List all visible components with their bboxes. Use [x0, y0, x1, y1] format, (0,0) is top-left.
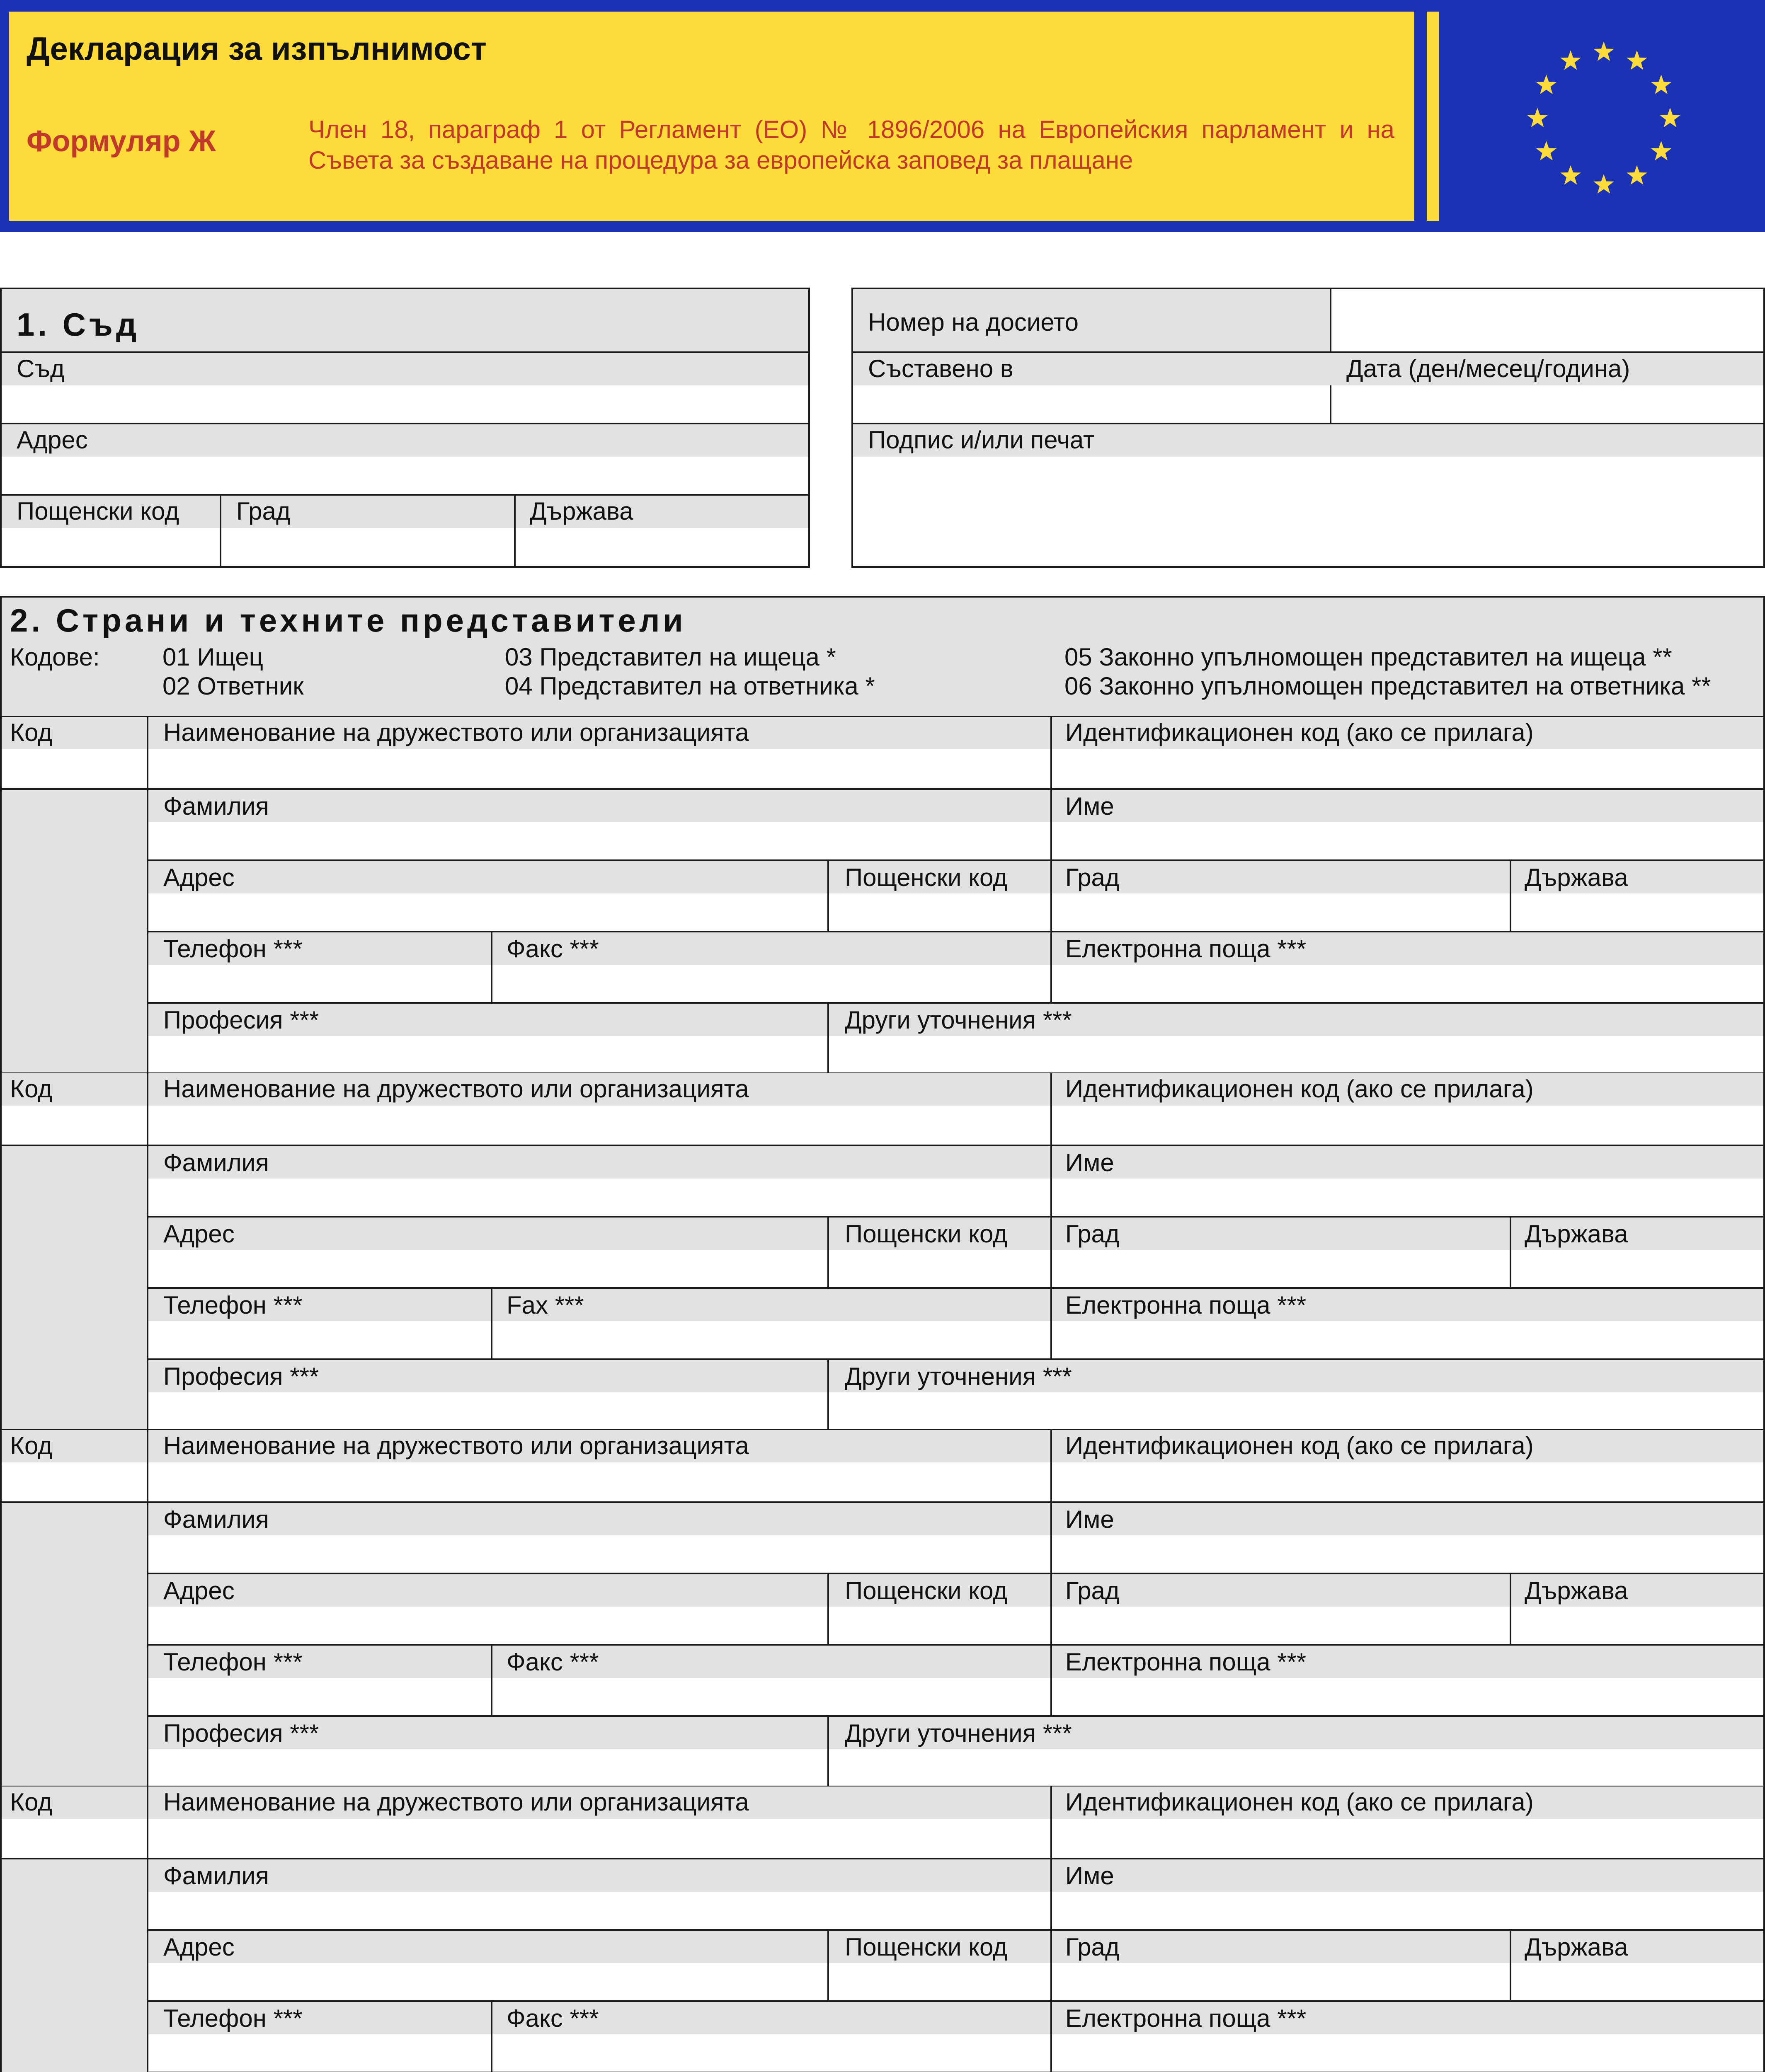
party-country-label: Държава: [1525, 1220, 1628, 1248]
party-postcode-label: Пощенски код: [845, 864, 1008, 891]
parties-section: [0, 596, 1765, 2072]
party-name-label: Име: [1065, 1862, 1114, 1890]
party-postcode-field[interactable]: [829, 893, 1050, 931]
party-profession-field[interactable]: [148, 1036, 827, 1072]
date-label: Дата (ден/месец/година): [1346, 355, 1630, 382]
file-section: [851, 288, 1765, 568]
party-other-details-label: Други уточнения ***: [845, 1719, 1072, 1747]
star-icon: [1536, 141, 1557, 160]
star-icon: [1560, 165, 1581, 185]
party-surname-label: Фамилия: [163, 1506, 269, 1533]
party-email-label: Електронна поща ***: [1065, 1648, 1307, 1676]
header-banner: [0, 0, 1765, 232]
star-icon: [1560, 50, 1581, 70]
code-01: 01 Ищец: [162, 643, 263, 671]
party-organisation-field[interactable]: [148, 1819, 1050, 1858]
party-city-label: Град: [1065, 864, 1120, 891]
party-city-field[interactable]: [1052, 1963, 1510, 2000]
party-postcode-field[interactable]: [829, 1250, 1050, 1287]
party-surname-field[interactable]: [148, 1179, 1050, 1216]
party-profession-label: Професия ***: [163, 1719, 319, 1747]
party-phone-label: Телефон ***: [163, 2004, 303, 2032]
party-id-code-label: Идентификационен код (ако се прилага): [1065, 1075, 1534, 1103]
party-surname-label: Фамилия: [163, 792, 269, 820]
codes-label: Кодове:: [10, 643, 100, 671]
party-other-details-field[interactable]: [829, 1392, 1763, 1429]
party-name-label: Име: [1065, 792, 1114, 820]
court-postcode-label: Пощенски код: [17, 497, 179, 525]
party-id-code-label: Идентификационен код (ако се прилага): [1065, 1432, 1534, 1460]
party-profession-field[interactable]: [148, 1392, 827, 1429]
party-organisation-label: Наименование на дружеството или организацията: [163, 719, 749, 746]
party-city-field[interactable]: [1052, 893, 1510, 931]
party-other-details-field[interactable]: [829, 1749, 1763, 1786]
party-country-label: Държава: [1525, 1933, 1628, 1961]
party-name-field[interactable]: [1052, 1535, 1763, 1573]
form-identifier: Формуляр Ж: [27, 125, 216, 158]
party-code-field[interactable]: [2, 1106, 147, 1145]
court-city-label: Град: [236, 497, 291, 525]
signature-field[interactable]: [853, 457, 1763, 566]
party-address-label: Адрес: [163, 1933, 235, 1961]
party-id-code-field[interactable]: [1052, 1462, 1763, 1501]
party-code-field[interactable]: [2, 1819, 147, 1858]
party-surname-field[interactable]: [148, 1535, 1050, 1573]
party-address-label: Адрес: [163, 1577, 235, 1605]
party-address-label: Адрес: [163, 1220, 235, 1248]
party-code-label: Код: [10, 1075, 53, 1103]
party-email-label: Електронна поща ***: [1065, 935, 1307, 963]
party-address-label: Адрес: [163, 864, 235, 891]
file-number-field[interactable]: [1331, 289, 1763, 351]
party-postcode-field[interactable]: [829, 1963, 1050, 2000]
party-phone-label: Телефон ***: [163, 1291, 303, 1319]
court-country-label: Държава: [530, 497, 633, 525]
party-name-field[interactable]: [1052, 1892, 1763, 1929]
party-id-code-label: Идентификационен код (ако се прилага): [1065, 719, 1534, 746]
party-email-field[interactable]: [1052, 965, 1763, 1002]
party-phone-field[interactable]: [148, 2034, 491, 2072]
party-city-field[interactable]: [1052, 1607, 1510, 1644]
party-surname-label: Фамилия: [163, 1862, 269, 1890]
party-id-code-label: Идентификационен код (ако се прилага): [1065, 1788, 1534, 1816]
party-country-label: Държава: [1525, 1577, 1628, 1605]
party-fax-label: Факс ***: [507, 2004, 599, 2032]
party-fax-field[interactable]: [492, 965, 1050, 1002]
eu-flag-icon: [1443, 12, 1765, 221]
star-icon: [1536, 75, 1557, 94]
party-code-label: Код: [10, 1432, 53, 1460]
party-postcode-label: Пощенски код: [845, 1220, 1008, 1248]
party-name-label: Име: [1065, 1506, 1114, 1533]
file-number-label: Номер на досието: [868, 308, 1079, 336]
code-04: 04 Представител на ответника *: [505, 672, 875, 700]
party-address-field[interactable]: [148, 1963, 827, 2000]
header-stripe: [1427, 12, 1439, 221]
party-profession-label: Професия ***: [163, 1006, 319, 1034]
party-address-field[interactable]: [148, 893, 827, 931]
party-phone-field[interactable]: [148, 1321, 491, 1358]
party-id-code-field[interactable]: [1052, 1819, 1763, 1858]
court-section: [0, 288, 810, 568]
party-other-details-field[interactable]: [829, 1036, 1763, 1072]
party-name-field[interactable]: [1052, 822, 1763, 859]
party-code-label: Код: [10, 719, 53, 746]
legal-basis: Член 18, параграф 1 от Регламент (ЕО) № 1896/2006 на Европейския парламент и на Съвета за създаване на процедура за европейска заповед за плащане: [308, 116, 1394, 174]
party-fax-label: Факс ***: [507, 935, 599, 963]
party-email-field[interactable]: [1052, 1678, 1763, 1715]
court-section-title: 1. Съд: [17, 306, 140, 343]
star-icon: [1627, 50, 1647, 70]
court-field[interactable]: [2, 385, 808, 423]
party-profession-field[interactable]: [148, 1749, 827, 1786]
party-city-label: Град: [1065, 1577, 1120, 1605]
party-postcode-field[interactable]: [829, 1607, 1050, 1644]
party-fax-field[interactable]: [492, 1678, 1050, 1715]
party-country-label: Държава: [1525, 864, 1628, 891]
party-postcode-label: Пощенски код: [845, 1577, 1008, 1605]
party-id-code-field[interactable]: [1052, 1106, 1763, 1145]
party-code-field[interactable]: [2, 749, 147, 788]
party-country-field[interactable]: [1511, 1963, 1763, 2000]
party-surname-field[interactable]: [148, 1892, 1050, 1929]
party-profession-label: Професия ***: [163, 1363, 319, 1390]
party-city-field[interactable]: [1052, 1250, 1510, 1287]
issued-in-field[interactable]: [853, 385, 1330, 423]
party-email-field[interactable]: [1052, 1321, 1763, 1358]
party-postcode-label: Пощенски код: [845, 1933, 1008, 1961]
party-email-label: Електронна поща ***: [1065, 2004, 1307, 2032]
issued-in-label: Съставено в: [868, 355, 1013, 382]
party-organisation-field[interactable]: [148, 1106, 1050, 1145]
party-organisation-field[interactable]: [148, 749, 1050, 788]
party-phone-field[interactable]: [148, 1678, 491, 1715]
party-name-field[interactable]: [1052, 1179, 1763, 1216]
party-fax-label: Fax ***: [507, 1291, 584, 1319]
party-code-label: Код: [10, 1788, 53, 1816]
party-address-field[interactable]: [148, 1607, 827, 1644]
star-icon: [1651, 141, 1672, 160]
party-city-label: Град: [1065, 1220, 1120, 1248]
party-id-code-field[interactable]: [1052, 749, 1763, 788]
party-email-field[interactable]: [1052, 2034, 1763, 2072]
date-field[interactable]: [1331, 385, 1763, 423]
party-other-details-label: Други уточнения ***: [845, 1363, 1072, 1390]
court-label: Съд: [17, 355, 65, 382]
court-country-field[interactable]: [516, 528, 808, 566]
code-06: 06 Законно упълномощен представител на ответника **: [1064, 672, 1711, 700]
party-code-field[interactable]: [2, 1462, 147, 1501]
party-phone-label: Телефон ***: [163, 935, 303, 963]
party-country-field[interactable]: [1511, 1250, 1763, 1287]
party-other-details-label: Други уточнения ***: [845, 1006, 1072, 1034]
code-05: 05 Законно упълномощен представител на ищеца **: [1064, 643, 1672, 671]
party-organisation-label: Наименование на дружеството или организацията: [163, 1432, 749, 1460]
party-country-field[interactable]: [1511, 893, 1763, 931]
star-icon: [1660, 108, 1680, 127]
document-title: Декларация за изпълнимост: [27, 30, 487, 67]
party-phone-label: Телефон ***: [163, 1648, 303, 1676]
parties-section-title: 2. Страни и техните представители: [10, 602, 686, 639]
court-address-label: Адрес: [17, 426, 88, 454]
party-fax-field[interactable]: [492, 2034, 1050, 2072]
party-city-label: Град: [1065, 1933, 1120, 1961]
party-organisation-label: Наименование на дружеството или организацията: [163, 1788, 749, 1816]
party-country-field[interactable]: [1511, 1607, 1763, 1644]
party-surname-label: Фамилия: [163, 1149, 269, 1176]
star-icon: [1593, 174, 1614, 194]
party-address-field[interactable]: [148, 1250, 827, 1287]
party-fax-label: Факс ***: [507, 1648, 599, 1676]
party-organisation-label: Наименование на дружеството или организацията: [163, 1075, 749, 1103]
code-02: 02 Ответник: [162, 672, 304, 700]
star-icon: [1627, 165, 1647, 185]
court-city-field[interactable]: [221, 528, 514, 566]
party-phone-field[interactable]: [148, 965, 491, 1002]
party-name-label: Име: [1065, 1149, 1114, 1176]
court-address-field[interactable]: [2, 457, 808, 494]
party-email-label: Електронна поща ***: [1065, 1291, 1307, 1319]
star-icon: [1527, 108, 1547, 127]
signature-label: Подпис и/или печат: [868, 426, 1095, 454]
party-organisation-field[interactable]: [148, 1462, 1050, 1501]
star-icon: [1651, 75, 1672, 94]
party-fax-field[interactable]: [492, 1321, 1050, 1358]
court-postcode-field[interactable]: [2, 528, 220, 566]
party-surname-field[interactable]: [148, 822, 1050, 859]
code-03: 03 Представител на ищеца *: [505, 643, 836, 671]
star-icon: [1593, 41, 1614, 61]
